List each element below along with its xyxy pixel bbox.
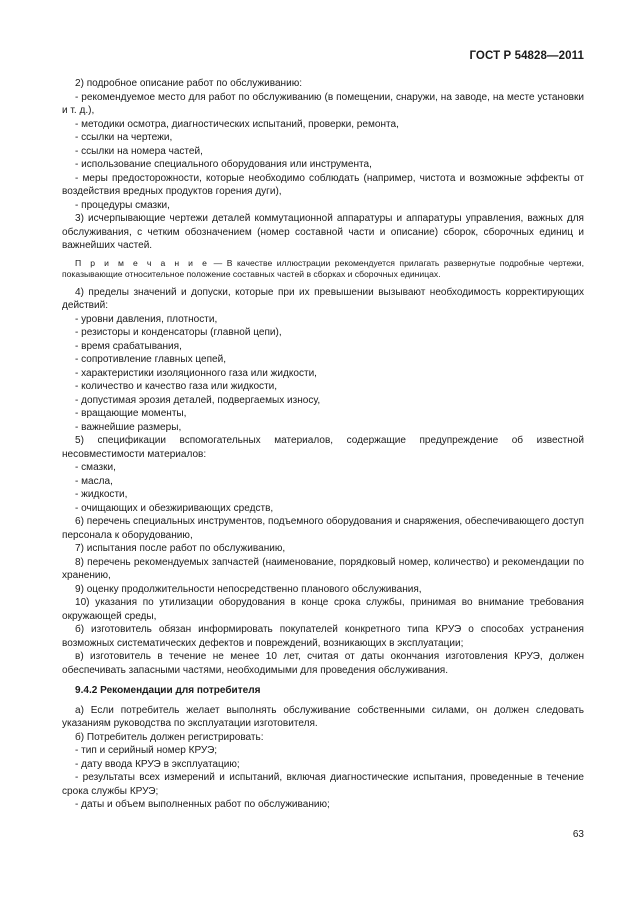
list-line: 4) пределы значений и допуски, которые при их превышении вызывают необходимость корректирующих действий:: [62, 286, 584, 312]
list-line: - процедуры смазки,: [75, 199, 170, 211]
list-line: - рекомендуемое место для работ по обслуживанию (в помещении, снаружи, на заводе, на месте установки и т. д.),: [62, 91, 584, 116]
list-line: - характеристики изоляционного газа или жидкости,: [75, 367, 317, 379]
list-line: - жидкости,: [75, 489, 128, 501]
list-line: - масла,: [75, 475, 113, 487]
list-line: - важнейшие размеры,: [75, 421, 182, 433]
list-line: - смазки,: [75, 462, 116, 474]
list-line: - тип и серийный номер КРУЭ;: [75, 745, 218, 757]
list-line: 5) спецификации вспомогательных материалов, содержащие предупреждение об известной несовместимости материалов:: [62, 435, 584, 460]
list-line: - вращающие моменты,: [75, 408, 187, 420]
list-line: 9) оценку продолжительности непосредственно планового обслуживания,: [75, 583, 422, 595]
list-line: 2) подробное описание работ по обслуживанию:: [75, 78, 303, 89]
list-line: 8) перечень рекомендуемых запчастей (наименование, порядковый номер, количество) и рекомендации по хранению,: [62, 556, 584, 582]
list-line: б) Потребитель должен регистрировать:: [75, 731, 264, 743]
list-line: - допустимая эрозия деталей, подвергаемых износу,: [75, 394, 321, 406]
list-line: б) изготовитель обязан информировать покупателей конкретного типа КРУЭ о способах устранения возможных систематических дефектов и повреждений, возникающих в эксплуатации;: [62, 624, 584, 649]
list-line: - дату ввода КРУЭ в эксплуатацию;: [75, 758, 240, 770]
list-line: а) Если потребитель желает выполнять обслуживание собственными силами, он должен следовать указаниям руководства по эксплуатации изготовителя.: [62, 704, 584, 730]
section-heading: 9.4.2 Рекомендации для потребителя: [75, 685, 261, 697]
list-line: - ссылки на чертежи,: [75, 132, 173, 143]
list-line: - результаты всех измерений и испытаний, включая диагностические испытания, проведенные в течение срока службы КРУЭ;: [62, 772, 584, 797]
list-line: - уровни давления, плотности,: [75, 313, 218, 325]
list-line: - меры предосторожности, которые необходимо соблюдать (например, чистота и возможные эффекты от воздействия вредных продуктов горения дуги),: [62, 172, 584, 197]
list-line: в) изготовитель в течение не менее 10 лет, считая от даты окончания изготовления КРУЭ, должен обеспечивать запасными частями, необходимыми для проведения обслуживания.: [62, 651, 584, 676]
list-line: - количество и качество газа или жидкости,: [75, 381, 278, 393]
list-line: - время срабатывания,: [75, 340, 182, 352]
list-line: - резисторы и конденсаторы (главной цепи),: [75, 327, 282, 339]
page-number: 63: [572, 829, 584, 840]
list-line: - сопротивление главных цепей,: [75, 354, 227, 366]
list-line: 10) указания по утилизации оборудования в конце срока службы, принимая во внимание требования окружающей среды,: [62, 597, 584, 622]
list-line: - ссылки на номера частей,: [75, 145, 203, 157]
list-line: - использование специального оборудования или инструмента,: [75, 159, 372, 170]
list-line: 7) испытания после работ по обслуживанию,: [75, 543, 286, 555]
document-id-header: ГОСТ Р 54828—2011: [469, 50, 584, 62]
list-line: - даты и объем выполненных работ по обслуживанию;: [75, 799, 330, 811]
note-label: П р и м е ч а н и е: [75, 257, 210, 268]
note-paragraph: [62, 258, 584, 281]
list-line: - очищающих и обезжиривающих средств,: [75, 502, 274, 514]
page-body: [62, 77, 584, 812]
note-text: — В качестве иллюстрации рекомендуется прилагать развернутые подробные чертежи, показывающие относительное положение составных частей в сборках и сборочных единицах.: [62, 257, 584, 280]
list-line: 3) исчерпывающие чертежи деталей коммутационной аппаратуры и аппаратуры управления, важных для обслуживания, с четким обозначением (номер составной части и описание) сборок, сборочных единиц и важнейших частей.: [62, 213, 584, 251]
list-line: 6) перечень специальных инструментов, подъемного оборудования и снаряжения, обеспечивающего доступ персонала к оборудованию,: [62, 516, 584, 541]
list-line: - методики осмотра, диагностических испытаний, проверки, ремонта,: [75, 118, 399, 130]
